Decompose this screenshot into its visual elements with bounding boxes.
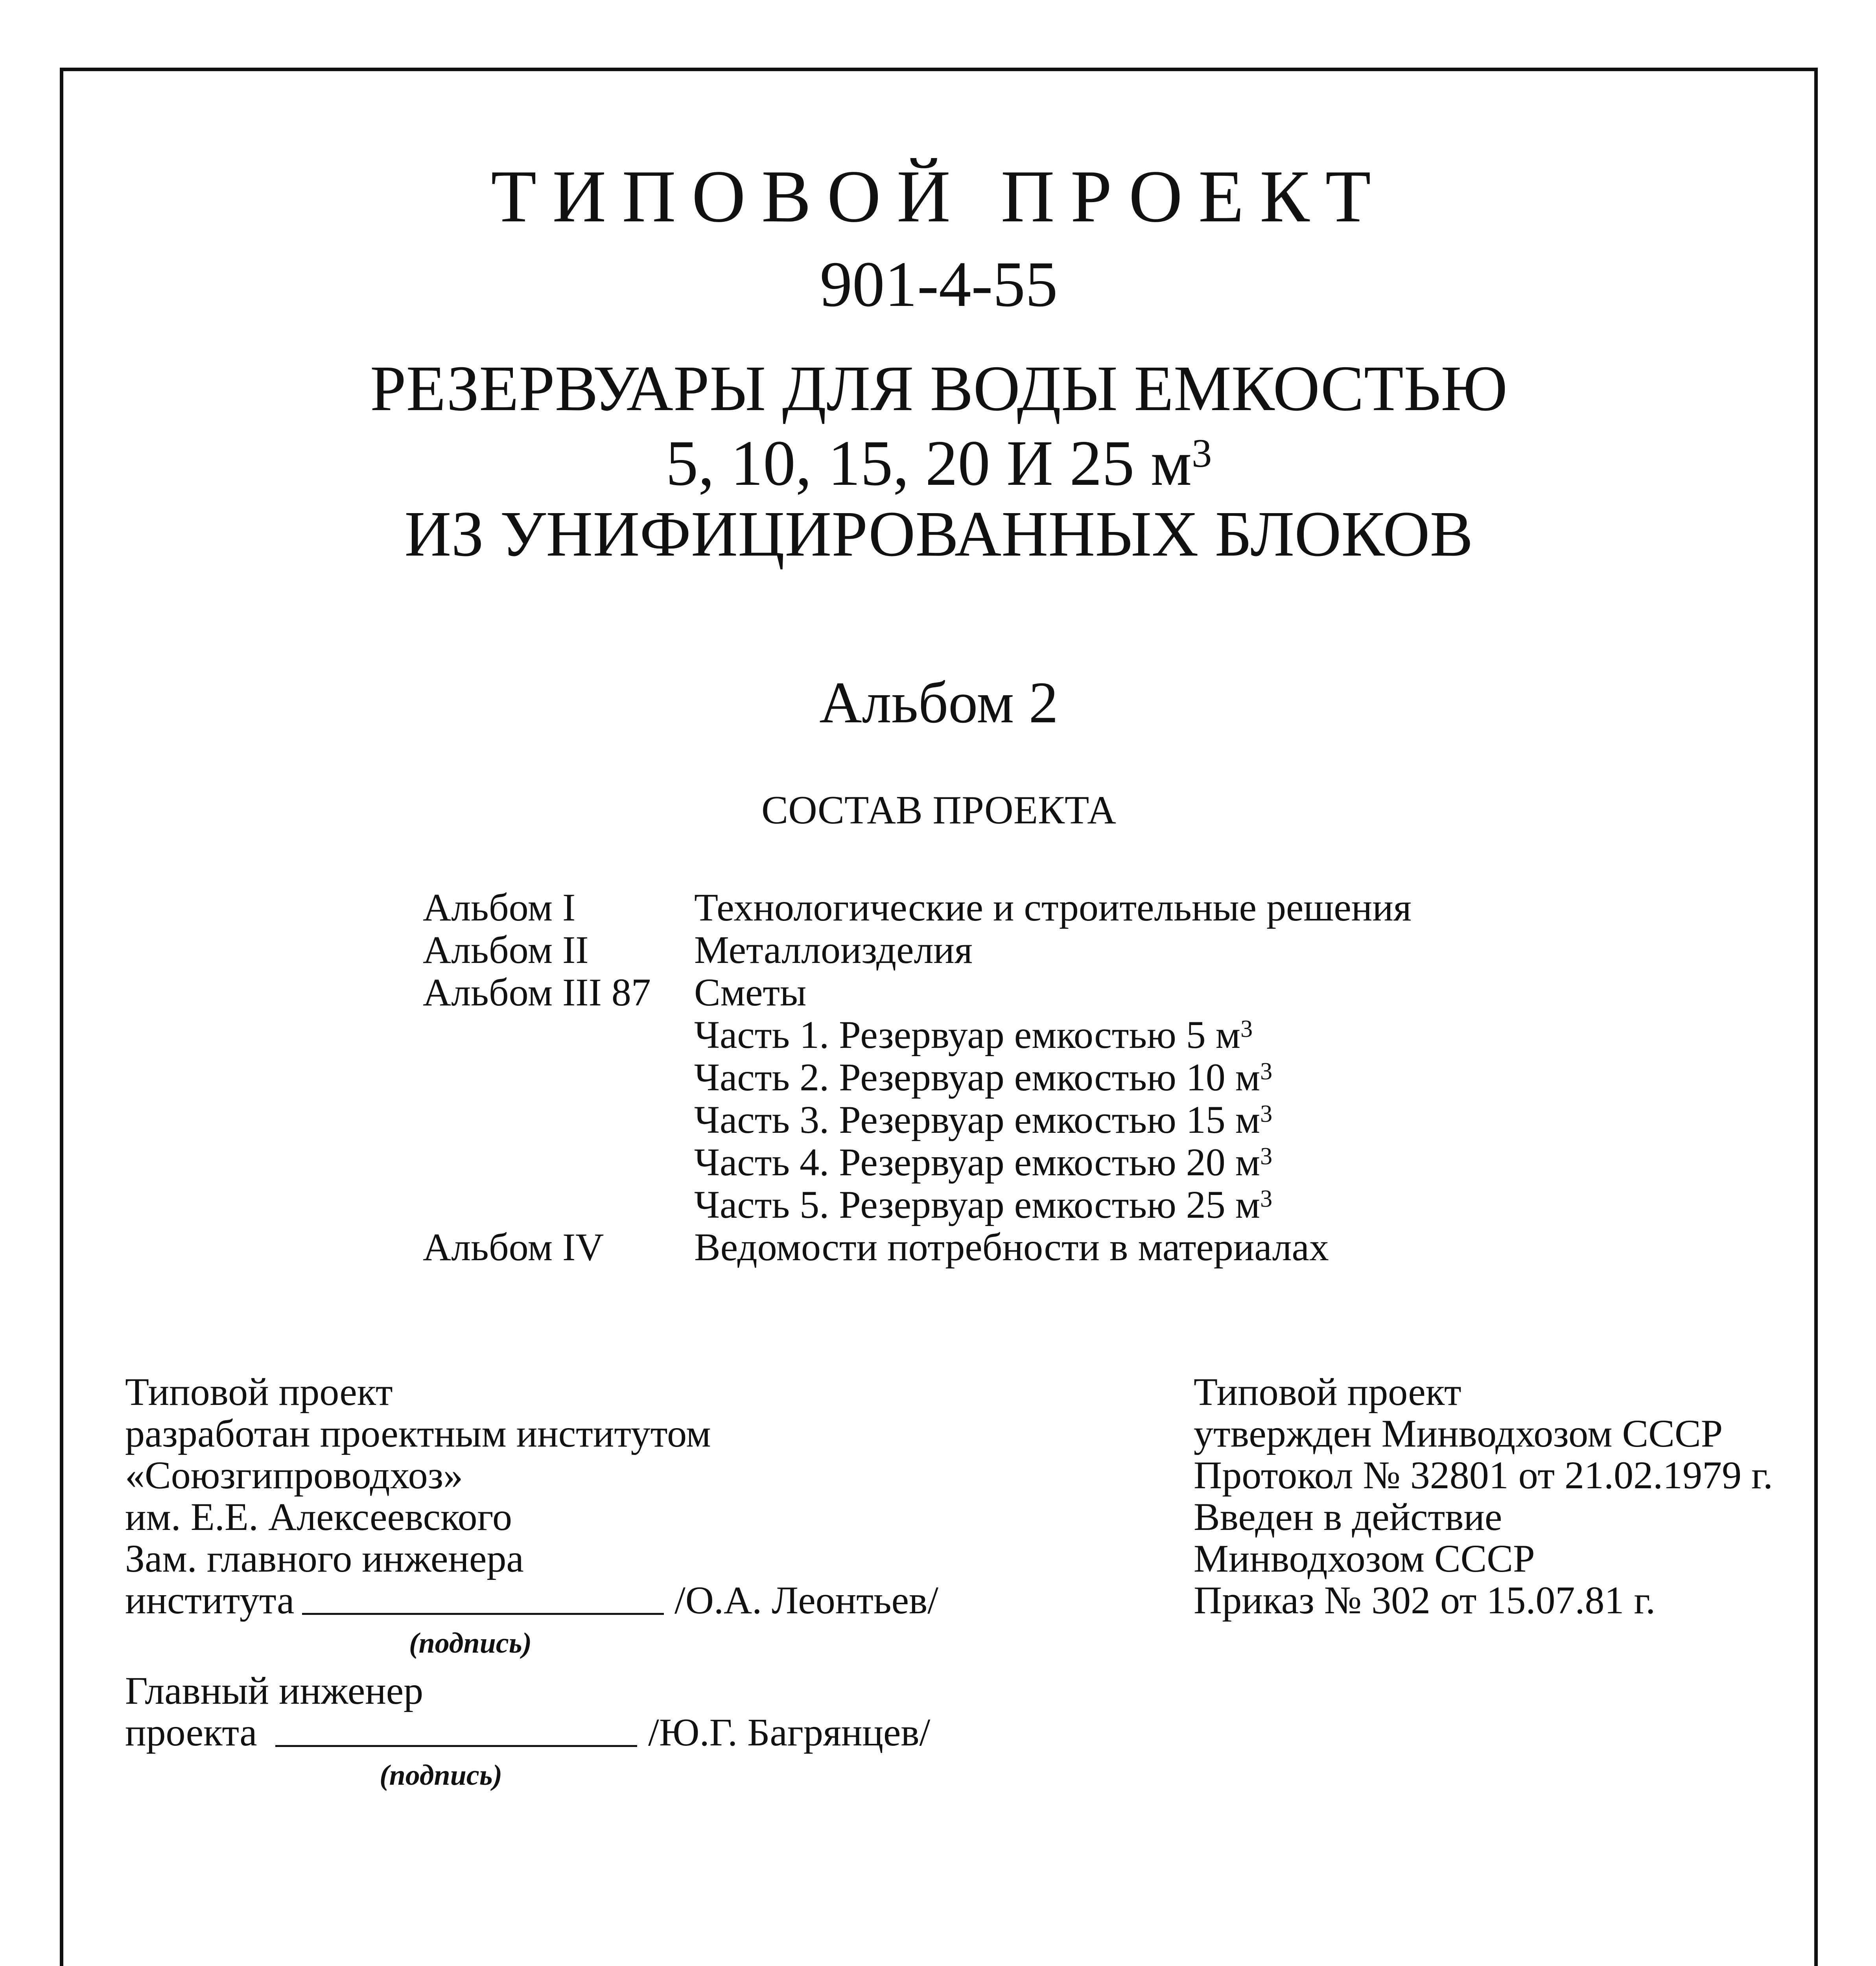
signature-line bbox=[302, 1613, 664, 1615]
developer-line: им. Е.Е. Алексеевского bbox=[125, 1495, 512, 1539]
approval-line: Введен в действие bbox=[1194, 1495, 1502, 1539]
composition-part: Часть 4. Резервуар емкостью 20 $м^3$ bbox=[694, 1140, 1273, 1184]
composition-album: Альбом IV bbox=[423, 1225, 604, 1269]
approval-line: Минводхозом СССР bbox=[1194, 1537, 1535, 1580]
project-number: 901-4-55 bbox=[820, 248, 1058, 320]
composition-text: Сметы bbox=[694, 970, 807, 1014]
developer-line: Зам. главного инженера bbox=[125, 1537, 524, 1580]
approval-line: Приказ № 302 от 15.07.81 г. bbox=[1194, 1578, 1656, 1622]
composition-heading: СОСТАВ ПРОЕКТА bbox=[761, 788, 1116, 832]
approval-line: Протокол № 32801 от 21.02.1979 г. bbox=[1194, 1453, 1773, 1497]
approval-line: Типовой проект bbox=[1194, 1370, 1461, 1414]
signatory-name: /Ю.Г. Багрянцев/ bbox=[648, 1710, 931, 1754]
composition-part: Часть 1. Резервуар емкостью 5 $м^3$ bbox=[694, 1013, 1253, 1057]
signature-label: проекта bbox=[125, 1710, 257, 1754]
composition-part: Часть 3. Резервуар емкостью 15 $м^3$ bbox=[694, 1098, 1273, 1141]
composition-album: Альбом II bbox=[423, 928, 589, 972]
developer-line: «Союзгипроводхоз» bbox=[125, 1453, 463, 1497]
composition-album: Альбом III 87 bbox=[423, 970, 651, 1014]
composition-text: Ведомости потребности в материалах bbox=[694, 1225, 1329, 1269]
signature-caption: (подпись) bbox=[380, 1759, 503, 1791]
project-name-line-1: РЕЗЕРВУАРЫ ДЛЯ ВОДЫ ЕМКОСТЬЮ bbox=[370, 352, 1508, 424]
signatory-name: /О.А. Леонтьев/ bbox=[674, 1578, 938, 1622]
chief-engineer-label: Главный инженер bbox=[125, 1669, 424, 1712]
developer-line: Типовой проект bbox=[125, 1370, 393, 1414]
developer-line: разработан проектным институтом bbox=[125, 1412, 711, 1455]
document-title: ТИПОВОЙ ПРОЕКТ bbox=[491, 155, 1387, 238]
approval-line: утвержден Минводхозом СССР bbox=[1194, 1412, 1723, 1455]
project-name-line-2: 5, 10, 15, 20 И 25 $м^3$ bbox=[665, 427, 1212, 499]
composition-part: Часть 2. Резервуар емкостью 10 $м^3$ bbox=[694, 1055, 1273, 1099]
composition-text: Металлоизделия bbox=[694, 928, 973, 972]
project-name-line-3: ИЗ УНИФИЦИРОВАННЫХ БЛОКОВ bbox=[404, 498, 1473, 570]
signature-label: института bbox=[125, 1578, 295, 1622]
composition-part: Часть 5. Резервуар емкостью 25 $м^3$ bbox=[694, 1183, 1273, 1226]
album-label: Альбом 2 bbox=[819, 670, 1058, 735]
composition-album: Альбом I bbox=[423, 885, 576, 929]
composition-text: Технологические и строительные решения bbox=[694, 885, 1412, 929]
signature-caption: (подпись) bbox=[409, 1627, 532, 1659]
signature-line bbox=[275, 1745, 637, 1747]
